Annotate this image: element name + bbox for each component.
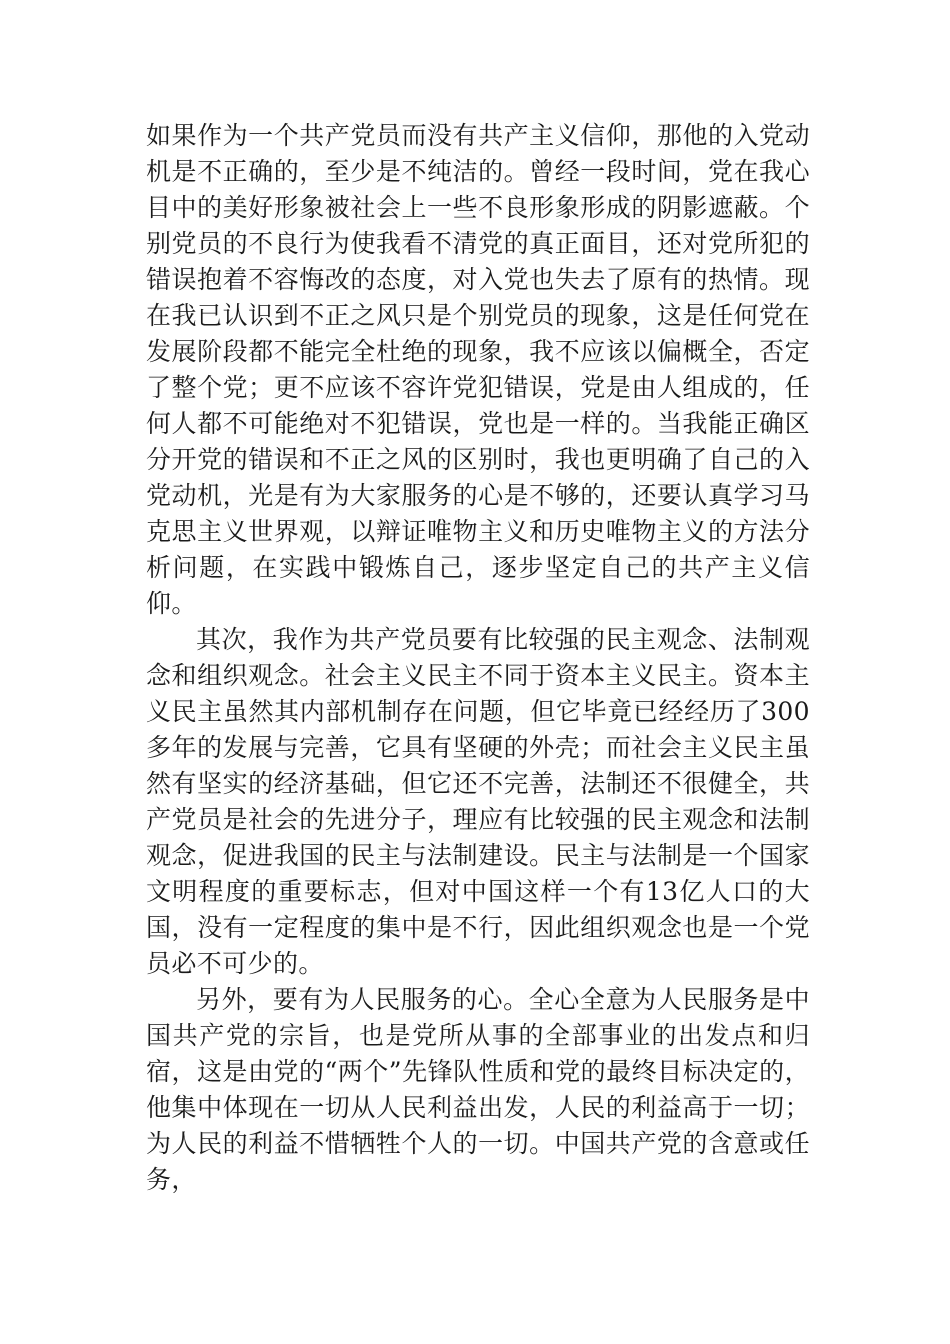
document-body — [146, 118, 810, 1198]
paragraph-3: 另外，要有为人民服务的心。全心全意为人民服务是中国共产党的宗旨，也是党所从事的全部事业的出发点和归宿，这是由党的“两个”先锋队性质和党的最终目标决定的，他集中体现在一切从人民利益出发，人民的利益高于一切；为人民的利益不惜牺牲个人的一切。中国共产党的含意或任务， — [146, 985, 810, 1194]
paragraph-2: 其次，我作为共产党员要有比较强的民主观念、法制观念和组织观念。社会主义民主不同于资本主义民主。资本主义民主虽然其内部机制存在问题，但它毕竟已经经历了300多年的发展与完善，它具有坚硬的外壳；而社会主义民主虽然有坚实的经济基础，但它还不完善，法制还不很健全，共产党员是社会的先进分子，理应有比较强的民主观念和法制观念，促进我国的民主与法制建设。民主与法制是一个国家文明程度的重要标志，但对中国这样一个有13亿人口的大国，没有一定程度的集中是不行，因此组织观念也是一个党员必不可少的。 — [146, 625, 810, 978]
paragraph-1: 如果作为一个共产党员而没有共产主义信仰，那他的入党动机是不正确的，至少是不纯洁的。曾经一段时间，党在我心目中的美好形象被社会上一些不良形象形成的阴影遮蔽。个别党员的不良行为使我看不清党的真正面目，还对党所犯的错误抱着不容悔改的态度，对入党也失去了原有的热情。现在我已认识到不正之风只是个别党员的现象，这是任何党在发展阶段都不能完全杜绝的现象，我不应该以偏概全，否定了整个党；更不应该不容许党犯错误，党是由人组成的，任何人都不可能绝对不犯错误，党也是一样的。当我能正确区分开党的错误和不正之风的区别时，我也更明确了自己的入党动机，光是有为大家服务的心是不够的，还要认真学习马克思主义世界观，以辩证唯物主义和历史唯物主义的方法分析问题，在实践中锻炼自己，逐步坚定自己的共产主义信仰。 — [146, 121, 810, 618]
